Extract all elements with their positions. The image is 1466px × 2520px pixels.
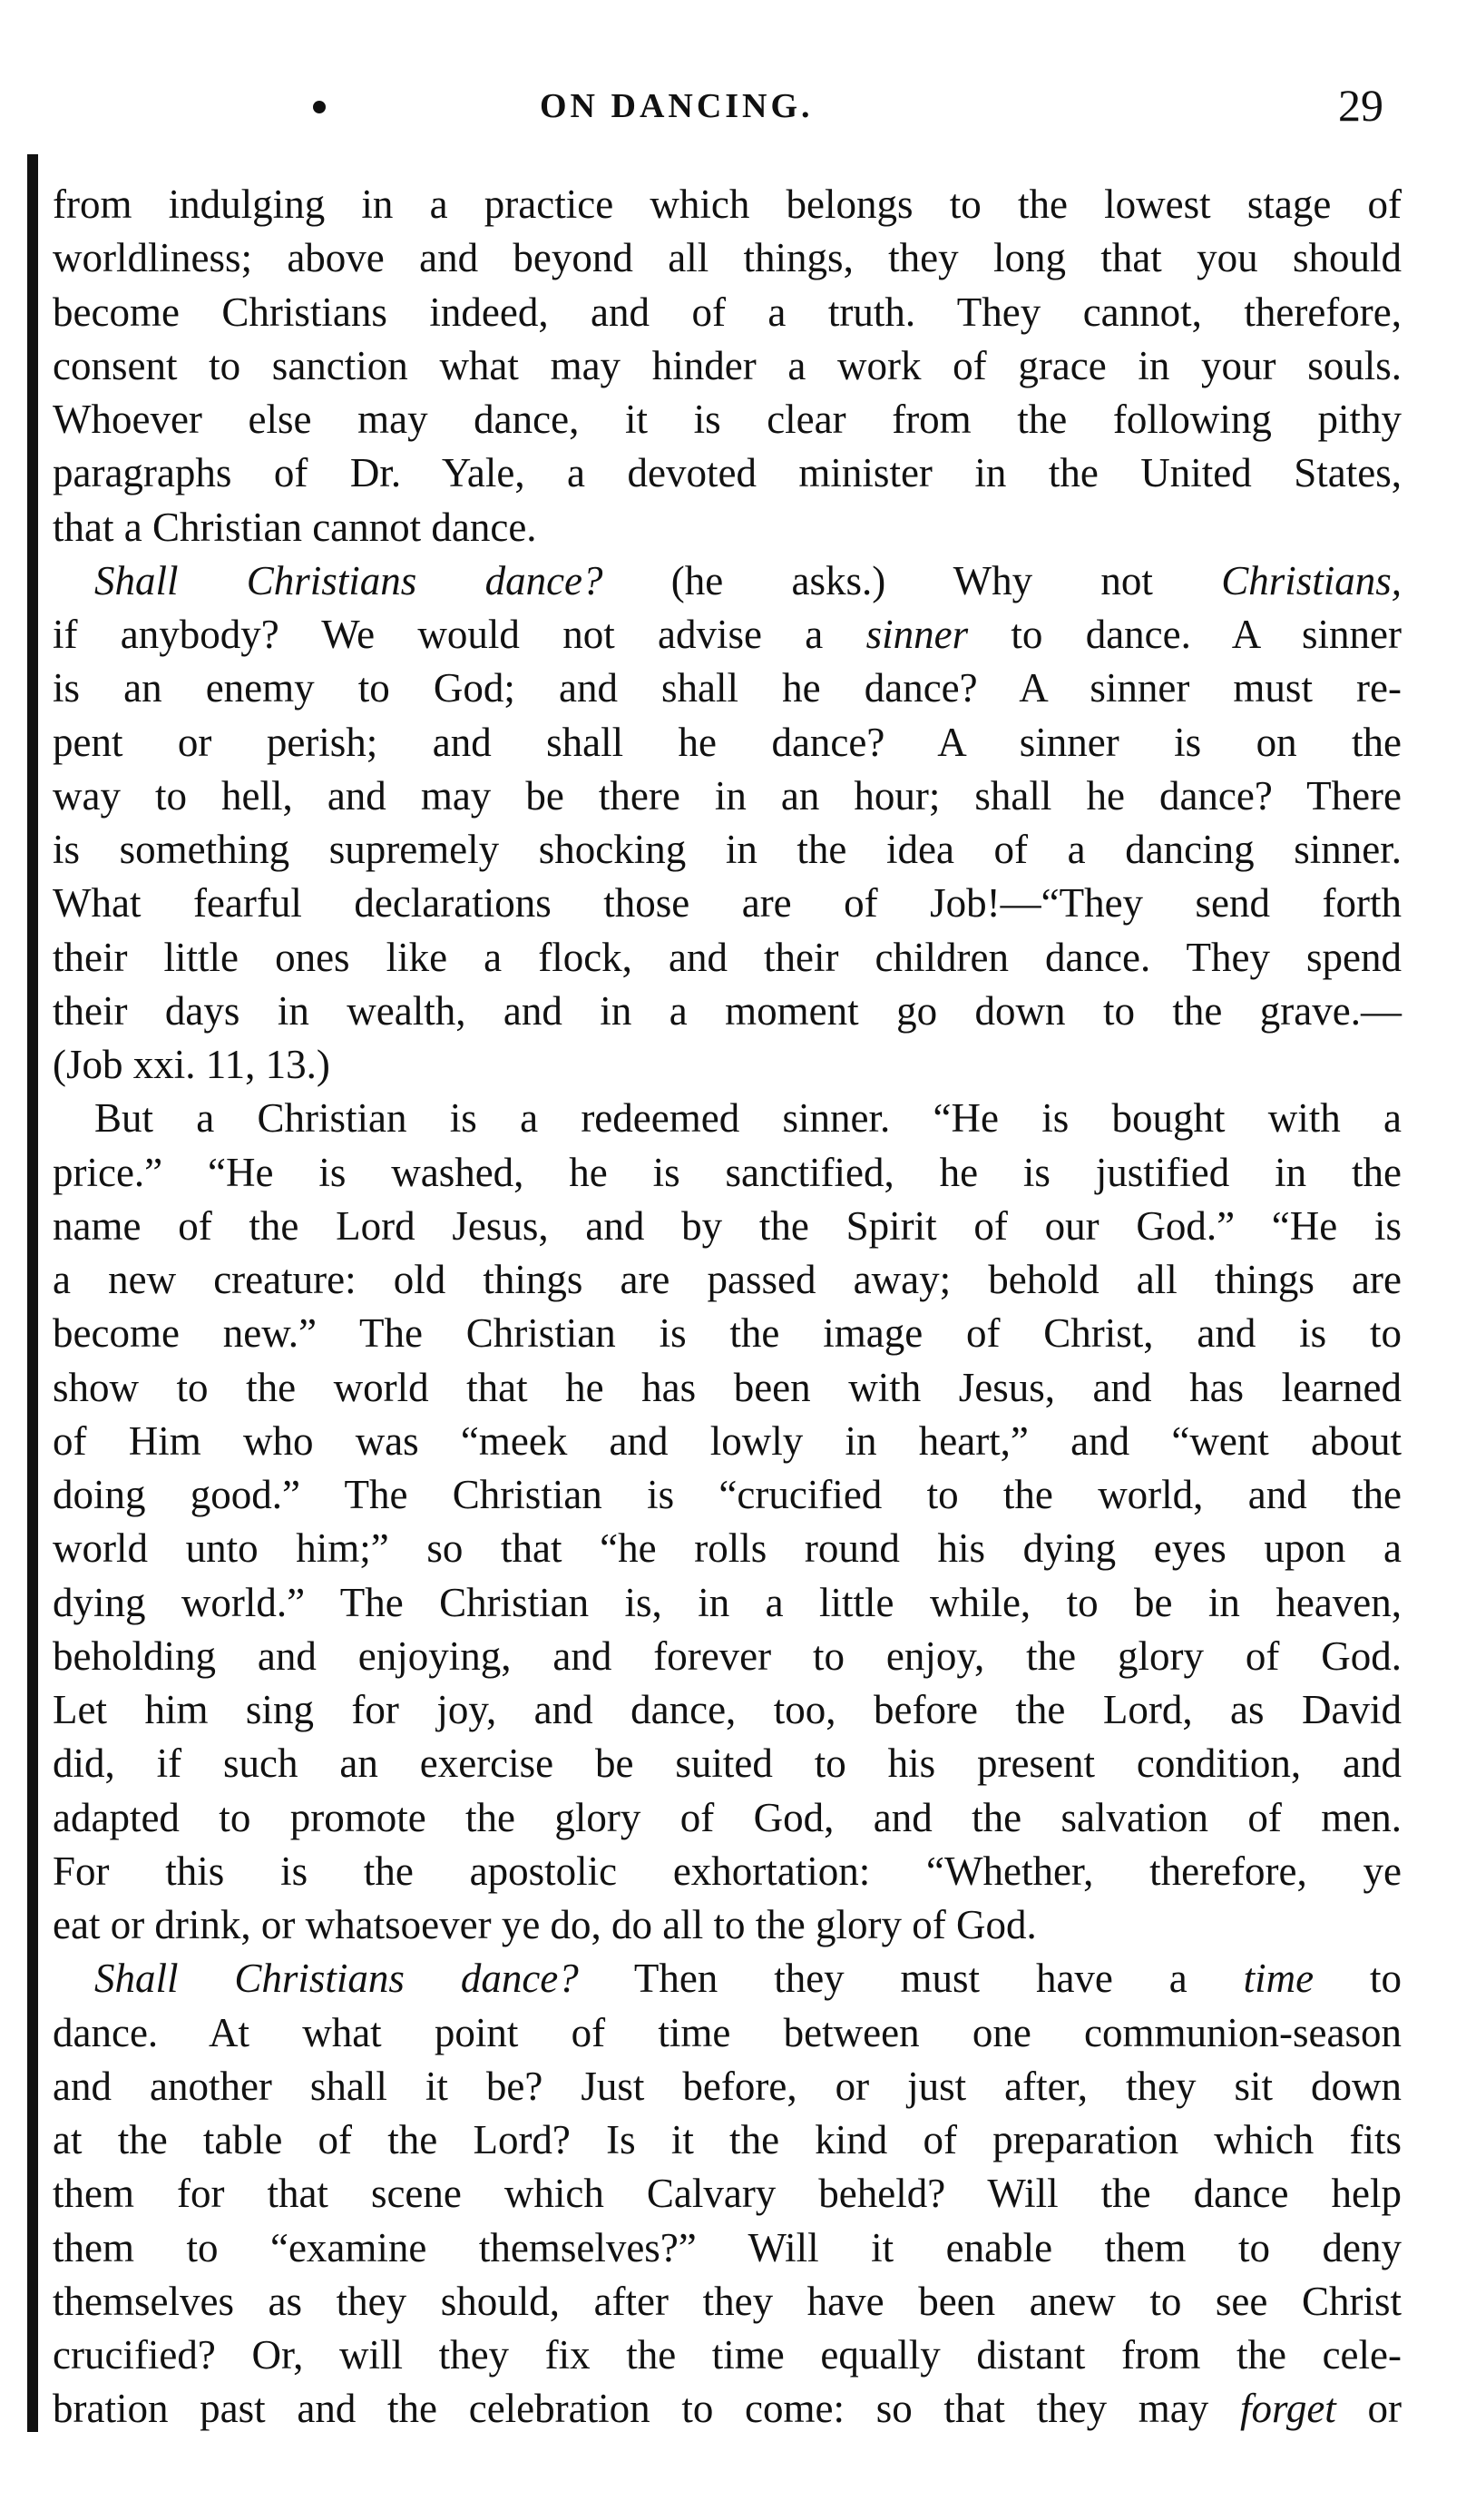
text-line	[53, 1522, 1402, 1575]
text-line	[53, 2006, 1402, 2060]
text-line	[53, 1307, 1402, 1360]
text-segment: price.” “He is washed, he is sanctified, he is justified in the	[53, 1149, 1402, 1195]
text-line	[53, 1038, 1402, 1092]
running-head	[313, 80, 1393, 141]
text-line	[53, 286, 1402, 339]
text-line	[53, 1200, 1402, 1253]
text-line	[53, 1898, 1402, 1952]
text-segment: them for that scene which Calvary beheld? Will the dance help	[53, 2171, 1402, 2217]
binding-edge	[27, 154, 38, 2432]
text-segment: consent to sanction what may hinder a work of grace in your souls.	[53, 342, 1402, 388]
text-segment: to	[1314, 1956, 1402, 2002]
text-segment: beholding and enjoying, and forever to enjoy, the glory of God.	[53, 1633, 1402, 1679]
text-segment: worldliness; above and beyond all things, they long that you should	[53, 235, 1402, 281]
text-line	[53, 1468, 1402, 1522]
text-line	[53, 501, 1402, 554]
text-line	[53, 231, 1402, 285]
text-line	[53, 1791, 1402, 1845]
bullet-ornament-icon	[313, 101, 326, 113]
text-segment: of Him who was “meek and lowly in heart,” and “went about	[53, 1417, 1402, 1464]
text-line	[53, 1737, 1402, 1790]
text-segment: pent or perish; and shall he dance? A sinner is on the	[53, 719, 1402, 765]
text-segment: Then they must have a	[578, 1956, 1244, 2002]
text-segment: if anybody? We would not advise a	[53, 612, 866, 657]
text-segment: dying world.” The Christian is, in a little while, to be in heaven,	[53, 1579, 1402, 1625]
text-line	[53, 2060, 1402, 2113]
text-segment: to dance. A sinner	[968, 612, 1402, 657]
text-line	[53, 877, 1402, 930]
text-line	[53, 1576, 1402, 1630]
text-line	[53, 554, 1402, 608]
body-text	[53, 178, 1402, 2437]
text-segment: Whoever else may dance, it is clear from the following pithy	[53, 397, 1402, 442]
text-line	[53, 1845, 1402, 1898]
text-segment: their days in wealth, and in a moment go down to the grave.—	[53, 987, 1402, 1034]
italic-text: time	[1243, 1956, 1315, 2002]
italic-text: Christians,	[1221, 557, 1402, 603]
text-line	[53, 339, 1402, 393]
page-number: 29	[1338, 80, 1383, 131]
italic-text: forget	[1239, 2386, 1336, 2432]
text-line	[53, 1253, 1402, 1307]
text-segment: doing good.” The Christian is “crucified to the world, and the	[53, 1472, 1402, 1517]
text-segment: What fearful declarations those are of Job!—“They send forth	[53, 880, 1402, 927]
text-segment: become new.” The Christian is the image of Christ, and is to	[53, 1310, 1402, 1357]
text-line	[53, 178, 1402, 231]
text-line	[53, 2113, 1402, 2167]
text-line	[53, 608, 1402, 662]
text-line	[53, 2382, 1402, 2436]
text-segment: themselves as they should, after they have been anew to see Christ	[53, 2278, 1402, 2324]
text-segment: and another shall it be? Just before, or just after, they sit down	[53, 2063, 1402, 2109]
text-line	[53, 931, 1402, 985]
text-segment: become Christians indeed, and of a truth. They cannot, therefore,	[53, 289, 1402, 335]
text-line	[53, 985, 1402, 1038]
text-line	[53, 2221, 1402, 2275]
text-line	[53, 1630, 1402, 1683]
text-line	[53, 823, 1402, 877]
text-segment: eat or drink, or whatsoever ye do, do all to the glory of God.	[53, 1902, 1037, 1947]
text-segment: adapted to promote the glory of God, and the salvation of men.	[53, 1794, 1402, 1840]
italic-text: Shall Christians dance?	[94, 557, 603, 603]
text-line	[53, 393, 1402, 446]
text-segment: that a Christian cannot dance.	[53, 504, 537, 550]
text-segment: at the table of the Lord? Is it the kind of preparation which fits	[53, 2117, 1402, 2162]
text-line	[53, 1361, 1402, 1415]
text-segment: way to hell, and may be there in an hour; shall he dance? There	[53, 772, 1402, 819]
text-segment: crucified? Or, will they fix the time equally distant from the cele-	[53, 2332, 1402, 2378]
text-segment: world unto him;” so that “he rolls round his dying eyes upon a	[53, 1525, 1402, 1572]
text-line	[53, 1415, 1402, 1468]
text-line	[53, 1683, 1402, 1737]
text-segment: (Job xxi. 11, 13.)	[53, 1042, 330, 1087]
text-segment: show to the world that he has been with Jesus, and has learned	[53, 1364, 1402, 1410]
text-segment: Let him sing for joy, and dance, too, before the Lord, as David	[53, 1687, 1402, 1732]
text-segment: paragraphs of Dr. Yale, a devoted minister in the United States,	[53, 450, 1402, 496]
text-line	[53, 1952, 1402, 2005]
text-segment: bration past and the celebration to come: so that they may	[53, 2386, 1240, 2432]
text-line	[53, 662, 1402, 715]
text-line	[53, 1146, 1402, 1200]
text-line	[53, 770, 1402, 823]
text-line	[53, 2329, 1402, 2382]
text-segment: dance. At what point of time between one communion-season	[53, 2009, 1402, 2055]
text-segment: did, if such an exercise be suited to his present condition, and	[53, 1740, 1402, 1787]
running-title: ON DANCING.	[540, 87, 814, 125]
text-segment: or	[1335, 2386, 1402, 2432]
text-segment: from indulging in a practice which belongs to the lowest stage of	[53, 181, 1402, 227]
text-segment: name of the Lord Jesus, and by the Spirit of our God.” “He is	[53, 1202, 1402, 1249]
text-segment: But a Christian is a redeemed sinner. “He is bought with a	[94, 1095, 1402, 1142]
text-segment: For this is the apostolic exhortation: “Whether, therefore, ye	[53, 1848, 1402, 1894]
text-segment: is something supremely shocking in the idea of a dancing sinner.	[53, 827, 1402, 872]
text-line	[53, 2275, 1402, 2329]
text-line	[53, 2167, 1402, 2221]
text-line	[53, 446, 1402, 500]
text-segment: is an enemy to God; and shall he dance? A sinner must re-	[53, 665, 1402, 711]
italic-text: Shall Christians dance?	[94, 1956, 579, 2002]
italic-text: sinner	[865, 612, 969, 657]
text-line	[53, 1092, 1402, 1145]
text-segment: a new creature: old things are passed away; behold all things are	[53, 1257, 1402, 1302]
text-segment: their little ones like a flock, and their children dance. They spend	[53, 934, 1402, 980]
text-segment: them to “examine themselves?” Will it enable them to deny	[53, 2224, 1402, 2270]
text-line	[53, 716, 1402, 770]
text-segment: (he asks.) Why not	[602, 557, 1222, 603]
